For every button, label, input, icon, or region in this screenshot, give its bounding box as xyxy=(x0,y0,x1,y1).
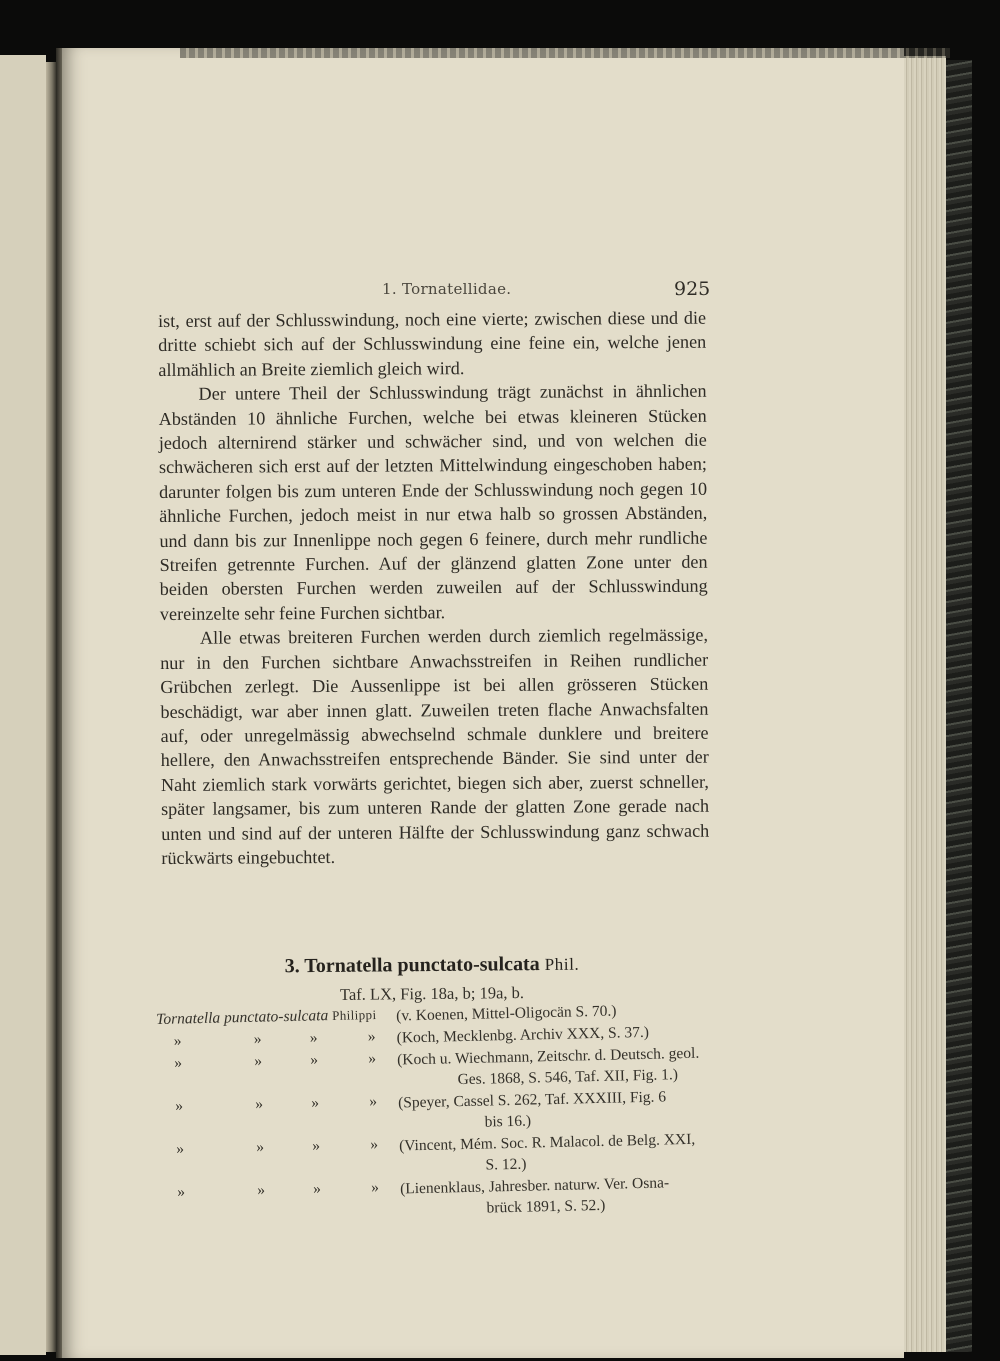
ditto-mark: » xyxy=(255,1095,264,1113)
ditto-mark: » xyxy=(370,1178,380,1197)
ditto-mark: » xyxy=(257,1181,266,1199)
reference-line: bis 16.) xyxy=(484,1112,532,1131)
synonym-name xyxy=(156,1006,377,1029)
synonym-reference xyxy=(397,1043,708,1092)
top-page-edges xyxy=(180,48,950,58)
ditto-mark: » xyxy=(369,1093,378,1111)
ditto-mark: » xyxy=(309,1029,318,1047)
running-head xyxy=(62,278,904,302)
ditto-mark: » xyxy=(368,1050,377,1068)
ditto-mark: » xyxy=(176,1140,185,1158)
synonym-reference xyxy=(400,1171,711,1220)
ditto-mark: » xyxy=(256,1138,265,1156)
left-page-edge xyxy=(0,55,46,1355)
left-page-fore-edge xyxy=(46,62,56,1352)
ditto-mark: » xyxy=(174,1054,183,1072)
reference-line: (Vincent, Mém. Soc. R. Malacol. de Belg. XXI, xyxy=(398,1130,696,1155)
synonymy-list xyxy=(156,998,721,1227)
page-block-edge xyxy=(904,56,946,1352)
reference-line: brück 1891, S. 52.) xyxy=(486,1196,606,1217)
synonym-species: Tornatella punctato-sulcata xyxy=(156,1007,329,1028)
paragraph: Der untere Theil der Schlusswindung trägt zunächst in ähnlichen Abständen 10 ähnliche Furchen, welche bei etwas kleineren Stücken jedoch alternirend stärker und schwächer sind, und von welchen die schwächeren sich erst auf der letzten Mittelwindung eingeschoben haben; darunter folgen bis zum unteren Ende der Schlusswindung noch gegen 10 ähnliche Furchen, jedoch meist in nur etwa halb so grossen Abständen, und dann bis zur Innenlippe noch gegen 6 feinere, durch mehr rundliche Streifen getrennte Furchen. Auf der glänzend glatten Zone unter den beiden obersten Furchen werden zuweilen auf der Schlusswindung vereinzelte sehr feine Furchen sichtbar. xyxy=(158,380,708,624)
ditto-mark: » xyxy=(312,1137,321,1155)
synonym-reference: (v. Koenen, Mittel-Oligocän S. 70.) xyxy=(395,1002,617,1025)
section-author: Phil. xyxy=(544,954,580,975)
paragraph: Alle etwas breiteren Furchen werden durch ziemlich regelmässige, nur in den Furchen sichtbare Anwachsstreifen in Reihen rundlicher Grübchen zerlegt. Die Aussenlippe ist bei allen grösseren Stücken beschädigt, war aber innen glatt. Zuweilen treten flache Anwachsfalten auf, oder unregelmässig abwechselnd schmale dunklere und breitere hellere, den Anwachsstreifen entsprechende Bänder. Sie sind unter der Naht ziemlich stark vorwärts gerichtet, biegen sich aber, zuerst schneller, später langsamer, bis zum unteren Rande der glatten Zone gerade nach unten und sind auf der unteren Hälfte der Schlusswindung ganz schwach rückwärts eingebuchtet. xyxy=(160,624,710,868)
section-number: 3. xyxy=(284,955,300,978)
book-page xyxy=(62,48,904,1358)
ditto-mark: » xyxy=(177,1183,186,1201)
synonym-reference xyxy=(399,1128,710,1177)
section-heading xyxy=(158,952,706,980)
running-head-title: 1. Tornatellidae. xyxy=(382,280,512,298)
ditto-mark: » xyxy=(313,1180,322,1198)
book-binding xyxy=(946,60,972,1352)
ditto-mark: » xyxy=(175,1097,184,1115)
reference-line: (Speyer, Cassel S. 262, Taf. XXXIII, Fig. 6 xyxy=(397,1088,667,1112)
page-number: 925 xyxy=(674,278,711,300)
synonym-reference: (Koch, Mecklenbg. Archiv XXX, S. 37.) xyxy=(396,1023,650,1047)
plate-reference: Taf. LX, Fig. 18a, b; 19a, b. xyxy=(339,983,525,1004)
synonym-reference xyxy=(398,1085,709,1134)
ditto-mark: » xyxy=(367,1028,376,1046)
ditto-mark: » xyxy=(254,1052,263,1070)
section-title: Tornatella punctato-sulcata xyxy=(304,953,540,978)
synonym-author: Philippi xyxy=(331,1007,377,1024)
reference-line: S. 12.) xyxy=(485,1155,527,1174)
ditto-mark: » xyxy=(311,1094,320,1112)
body-text xyxy=(158,306,709,871)
ditto-mark: » xyxy=(310,1051,319,1069)
reference-line: (Lienenklaus, Jahresber. naturw. Ver. Osna- xyxy=(399,1174,670,1198)
ditto-mark: » xyxy=(253,1030,262,1048)
reference-line: Ges. 1868, S. 546, Taf. XII, Fig. 1.) xyxy=(457,1066,679,1089)
paragraph: ist, erst auf der Schlusswindung, noch eine vierte; zwischen diese und die dritte schiebt sich auf der Schlusswindung eine feine ein, welche jenen allmählich an Breite ziemlich gleich wird. xyxy=(158,307,707,380)
ditto-mark: » xyxy=(370,1136,379,1154)
reference-line: (Koch u. Wiechmann, Zeitschr. d. Deutsch. geol. xyxy=(396,1044,700,1069)
ditto-mark: » xyxy=(173,1032,182,1050)
